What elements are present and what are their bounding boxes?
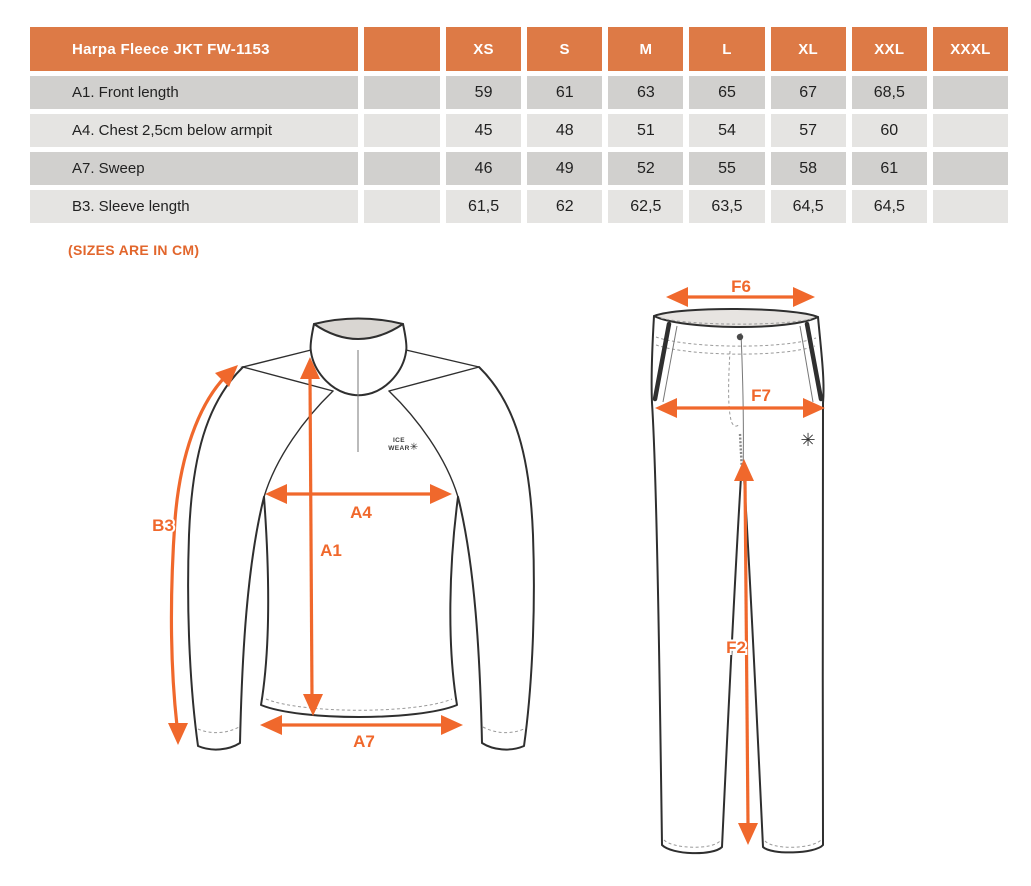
left-shoulder-seam <box>243 350 333 391</box>
left-pocket-trim <box>655 324 669 399</box>
size-value: 62,5 <box>608 190 683 223</box>
right-sleeve <box>458 367 534 750</box>
f7-arrow <box>655 386 825 418</box>
column-header-xs: XS <box>446 27 521 71</box>
column-header-xxl: XXL <box>852 27 927 71</box>
size-value <box>933 152 1008 185</box>
waist-button <box>737 334 743 340</box>
row-label: A4. Chest 2,5cm below armpit <box>30 114 358 147</box>
size-value: 51 <box>608 114 683 147</box>
table-header-spacer <box>364 27 440 71</box>
a7-label: A7 <box>353 732 375 751</box>
size-value: 52 <box>608 152 683 185</box>
size-value: 67 <box>771 76 846 109</box>
left-hem-stitch <box>664 840 720 847</box>
size-value: 57 <box>771 114 846 147</box>
size-value: 65 <box>689 76 764 109</box>
size-value: 59 <box>446 76 521 109</box>
brand-logo-line1: ICE <box>392 437 406 444</box>
b3-arrow <box>152 365 238 745</box>
size-value: 61 <box>852 152 927 185</box>
row-spacer <box>364 152 440 185</box>
size-value <box>933 76 1008 109</box>
b3-label: B3 <box>152 516 174 535</box>
column-header-xxxl: XXXL <box>933 27 1008 71</box>
row-label: A7. Sweep <box>30 152 358 185</box>
pants-silhouette <box>652 316 824 853</box>
row-spacer <box>364 114 440 147</box>
f6-arrow <box>666 277 815 307</box>
size-value: 61 <box>527 76 602 109</box>
size-value <box>933 190 1008 223</box>
right-hem-stitch <box>765 840 821 847</box>
f6-label: F6 <box>731 277 751 296</box>
size-value: 64,5 <box>771 190 846 223</box>
row-spacer <box>364 76 440 109</box>
a1-label: A1 <box>320 541 342 560</box>
snowflake-icon: ✳ <box>800 430 816 451</box>
pants-outline <box>652 309 824 853</box>
size-value: 62 <box>527 190 602 223</box>
center-front-seam <box>741 333 743 477</box>
size-value: 58 <box>771 152 846 185</box>
size-value: 46 <box>446 152 521 185</box>
a4-arrow <box>265 484 452 522</box>
body-outline <box>261 497 458 717</box>
pants-diagram <box>630 270 890 870</box>
waist-opening <box>654 309 818 327</box>
sizes-in-cm-note: (SIZES ARE IN CM) <box>68 242 200 258</box>
size-value: 48 <box>527 114 602 147</box>
right-cuff-stitch <box>483 727 524 733</box>
left-cuff-stitch <box>198 727 239 733</box>
collar-opening <box>314 319 403 340</box>
row-label: A1. Front length <box>30 76 358 109</box>
waistband-stitch-1 <box>656 337 816 346</box>
f7-label: F7 <box>751 386 771 405</box>
size-value: 63 <box>608 76 683 109</box>
hem-stitch <box>266 699 452 710</box>
a7-arrow <box>260 715 463 751</box>
column-header-xl: XL <box>771 27 846 71</box>
brand-logo-line2: WEAR <box>388 445 410 452</box>
size-value: 68,5 <box>852 76 927 109</box>
size-value: 63,5 <box>689 190 764 223</box>
a1-arrow <box>300 357 342 716</box>
size-value: 49 <box>527 152 602 185</box>
column-header-s: S <box>527 27 602 71</box>
fly-stitch <box>729 351 739 426</box>
column-header-l: L <box>689 27 764 71</box>
size-table <box>30 27 1008 223</box>
left-raglan-seam <box>264 391 333 497</box>
left-sleeve <box>188 367 264 750</box>
right-raglan-seam <box>389 391 458 497</box>
column-header-m: M <box>608 27 683 71</box>
right-shoulder-seam <box>389 350 479 391</box>
jacket-outline <box>188 319 534 750</box>
jacket-measurements <box>152 357 463 751</box>
waistband-stitch-2 <box>656 345 815 354</box>
size-value: 64,5 <box>852 190 927 223</box>
a4-label: A4 <box>350 503 372 522</box>
size-value: 60 <box>852 114 927 147</box>
snowflake-icon: ✳ <box>409 442 419 453</box>
row-spacer <box>364 190 440 223</box>
jacket-diagram <box>140 300 570 770</box>
pants-measurements <box>655 277 825 845</box>
size-value: 54 <box>689 114 764 147</box>
size-value: 61,5 <box>446 190 521 223</box>
f2-label: F2 <box>726 638 746 657</box>
table-title: Harpa Fleece JKT FW-1153 <box>30 27 358 71</box>
size-value <box>933 114 1008 147</box>
size-value: 45 <box>446 114 521 147</box>
row-label: B3. Sleeve length <box>30 190 358 223</box>
size-value: 55 <box>689 152 764 185</box>
